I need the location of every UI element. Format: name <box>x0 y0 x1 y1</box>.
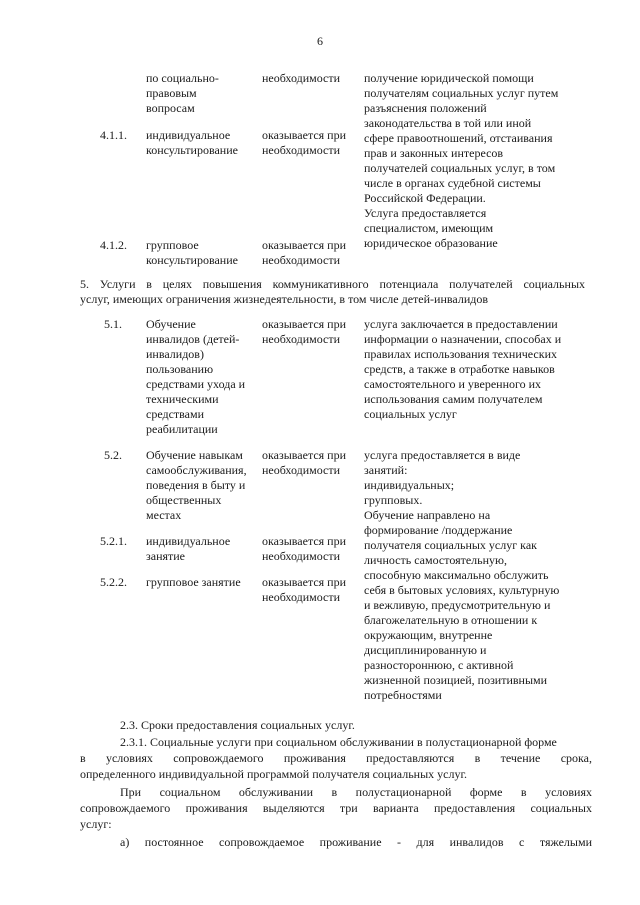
description-line: получателей социальных услуг, в том <box>364 161 556 175</box>
description-line: использования самим получателем <box>364 392 543 406</box>
frequency-text: оказывается при <box>262 317 347 331</box>
frequency-text: необходимости <box>262 549 341 563</box>
paragraph-line: При социальном обслуживании в полустационарной форме в условиях <box>120 785 592 799</box>
description-line: разностороннюю, с активной <box>364 658 514 672</box>
section-heading-line: 5. Услуги в целях повышения коммуникативного потенциала получателей социальных <box>80 277 585 291</box>
description-line: самостоятельного и уверенного их <box>364 377 542 391</box>
service-name-line: средствами <box>146 407 205 421</box>
service-name-line: средствами ухода и <box>146 377 246 391</box>
description-line: средств, а также в отработке навыков <box>364 362 555 376</box>
service-name: консультирование <box>146 143 238 157</box>
service-name-line: правовым <box>146 86 197 100</box>
frequency-text: необходимости <box>262 463 341 477</box>
description-line: себя в бытовых условиях, культурную <box>364 583 560 597</box>
row-number: 5.2.1. <box>100 534 127 548</box>
frequency-text: оказывается при <box>262 448 347 462</box>
description-line: Российской Федерации. <box>364 191 486 205</box>
service-name-line: местах <box>146 508 182 522</box>
description-line: окружающим, внутренне <box>364 628 493 642</box>
service-name-line: техническими <box>146 392 219 406</box>
description-line: потребностями <box>364 688 442 702</box>
paragraph-line: сопровождаемого проживания выделяются три варианта предоставления социальных <box>80 801 592 815</box>
service-name: индивидуальное <box>146 534 231 548</box>
service-name-line: общественных <box>146 493 222 507</box>
description-line: числе в органах судебной системы <box>364 176 541 190</box>
row-number: 5.1. <box>104 317 122 331</box>
description-line: получателя социальных услуг как <box>364 538 537 552</box>
description-line: специалистом, имеющим <box>364 221 494 235</box>
description-line: и вежливую, предусмотрительную и <box>364 598 551 612</box>
service-name-line: поведения в быту и <box>146 478 246 492</box>
description-line: личность самостоятельную, <box>364 553 508 567</box>
service-name: занятие <box>146 549 185 563</box>
service-name: групповое занятие <box>146 575 241 589</box>
description-line: юридическое образование <box>364 236 498 250</box>
row-number: 5.2.2. <box>100 575 127 589</box>
description-line: получение юридической помощи <box>364 71 534 85</box>
description-line: получателям социальных услуг путем <box>364 86 559 100</box>
frequency-text: необходимости <box>262 143 341 157</box>
description-line: Обучение направлено на <box>364 508 491 522</box>
description-line: услуга предоставляется в виде <box>364 448 521 462</box>
frequency-text: необходимости <box>262 332 341 346</box>
frequency-text: необходимости <box>262 253 341 267</box>
description-line: дисциплинированную и <box>364 643 487 657</box>
service-name: групповое <box>146 238 199 252</box>
paragraph-line: определенного индивидуальной программой получателя социальных услуг. <box>80 767 468 781</box>
row-number: 4.1.2. <box>100 238 127 252</box>
description-line: индивидуальных; <box>364 478 455 492</box>
list-item-a: а) постоянное сопровождаемое проживание - для инвалидов с тяжелыми <box>120 835 592 849</box>
service-name-line: Обучение <box>146 317 196 331</box>
service-name-line: вопросам <box>146 101 195 115</box>
frequency-text: необходимости <box>262 71 341 85</box>
row-number: 5.2. <box>104 448 122 462</box>
service-name-line: самообслуживания, <box>146 463 247 477</box>
description-line: жизненной позицией, позитивными <box>364 673 548 687</box>
frequency-text: оказывается при <box>262 128 347 142</box>
row-number: 4.1.1. <box>100 128 127 142</box>
description-line: способную максимально обслужить <box>364 568 549 582</box>
paragraph-line: в условиях сопровождаемого проживания предоставляются в течение срока, <box>80 751 592 765</box>
service-name-line: Обучение навыкам <box>146 448 243 462</box>
description-line: разъяснения положений <box>364 101 487 115</box>
service-name-line: пользованию <box>146 362 214 376</box>
paragraph-line: услуг: <box>80 817 112 831</box>
service-name-line: по социально- <box>146 71 219 85</box>
service-name-line: инвалидов (детей- <box>146 332 240 346</box>
description-line: групповых. <box>364 493 423 507</box>
frequency-text: оказывается при <box>262 238 347 252</box>
description-line: прав и законных интересов <box>364 146 504 160</box>
service-name-line: инвалидов) <box>146 347 204 361</box>
description-line: правилах использования технических <box>364 347 557 361</box>
description-line: законодательства в той или иной <box>364 116 532 130</box>
description-line: информации о назначении, способах и <box>364 332 562 346</box>
paragraph-2-3: 2.3. Сроки предоставления социальных услуг. <box>120 718 355 732</box>
service-name-line: реабилитации <box>146 422 218 436</box>
description-line: сфере правоотношений, отстаивания <box>364 131 553 145</box>
paragraph-line: 2.3.1. Социальные услуги при социальном обслуживании в полустационарной форме <box>120 735 557 749</box>
page-number: 6 <box>317 34 323 48</box>
description-line: благожелательную в отношении к <box>364 613 538 627</box>
description-line: формирование /поддержание <box>364 523 513 537</box>
frequency-text: необходимости <box>262 590 341 604</box>
description-line: Услуга предоставляется <box>364 206 487 220</box>
section-heading-line: услуг, имеющих ограничения жизнедеятельности, в том числе детей-инвалидов <box>80 292 489 306</box>
frequency-text: оказывается при <box>262 534 347 548</box>
description-line: занятий: <box>364 463 408 477</box>
description-line: социальных услуг <box>364 407 457 421</box>
service-name: консультирование <box>146 253 238 267</box>
service-name: индивидуальное <box>146 128 231 142</box>
frequency-text: оказывается при <box>262 575 347 589</box>
description-line: услуга заключается в предоставлении <box>364 317 558 331</box>
